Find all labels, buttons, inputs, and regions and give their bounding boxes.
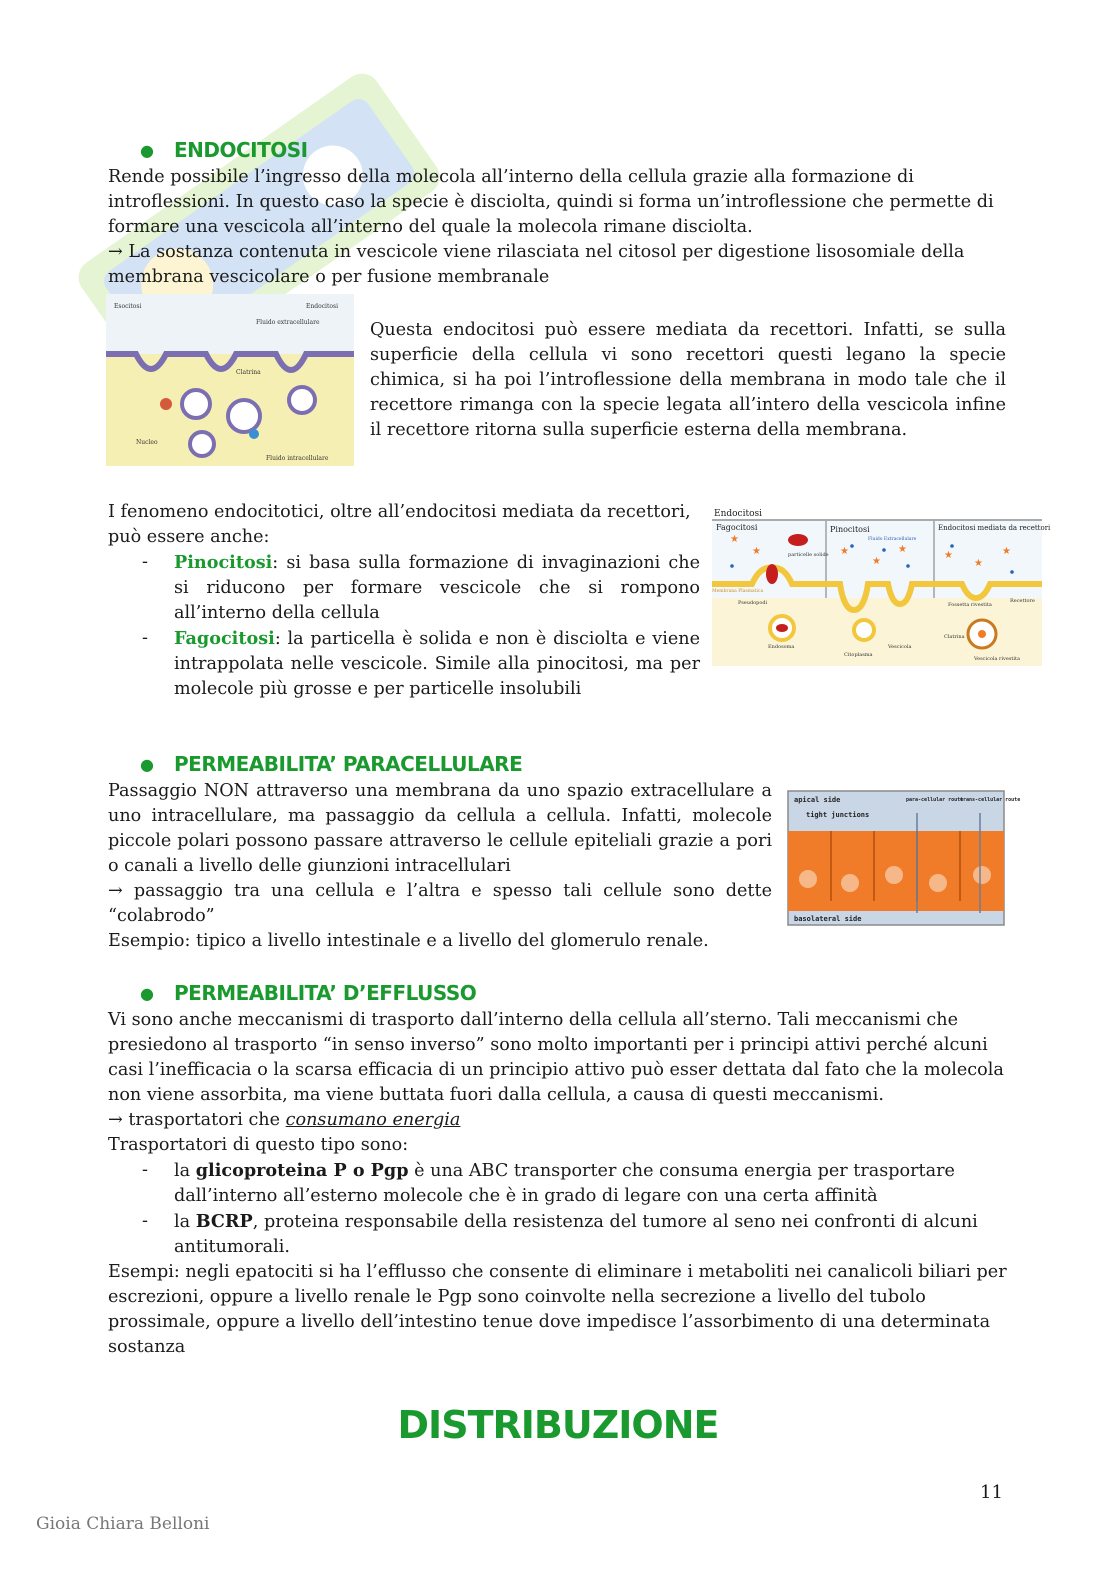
svg-text:★: ★ bbox=[752, 546, 761, 557]
section-title-distribuzione: DISTRIBUZIONE bbox=[397, 1403, 719, 1447]
endocitosi-para2: → La sostanza contenuta in vescicole viene rilasciata nel citosol per digestione lisosomiale della membrana vescicolare o per fusione membranale bbox=[108, 242, 965, 287]
endocitosi-types-list bbox=[108, 550, 700, 702]
heading-efflusso bbox=[108, 981, 1008, 1006]
fig1-label-endocitosi: Endocitosi bbox=[306, 303, 338, 310]
bullet-icon: ● bbox=[140, 755, 154, 774]
fig2-label-pseudo: Pseudopodi bbox=[738, 600, 768, 606]
page-number: 11 bbox=[980, 1482, 1003, 1503]
fig2-label-cytoplasm: Citoplasma bbox=[844, 652, 873, 658]
fig2-label-receptor: Recettore bbox=[1010, 598, 1035, 604]
fig3-label-trans: trans-cellular route bbox=[960, 797, 1021, 803]
fig3-label-tight: tight junctions bbox=[806, 811, 870, 819]
paracellulare-para1: Passaggio NON attraverso una membrana da uno spazio extracellulare a uno intracellulare, ma passaggio da cellula a cellula. Infatti, molecole piccole polari possono passare attraverso le cellule epiteliali grazie a pori o canali a livello delle giunzioni intracellulari bbox=[108, 781, 772, 876]
fig2-label-endosome: Endosoma bbox=[768, 644, 795, 650]
fig2-label-fluid: Fluido Extracellulare bbox=[868, 537, 917, 542]
fig3-label-apical: apical side bbox=[794, 796, 841, 804]
list-item-pgp bbox=[108, 1158, 1008, 1209]
bcrp-desc: , proteina responsabile della resistenza del tumore al seno nei confronti di alcuni antitumorali. bbox=[174, 1212, 978, 1257]
fig2-label-clathrin: Clatrina bbox=[944, 634, 965, 640]
desc-fagocitosi: : la particella è solida e non è disciolta e viene intrappolata nelle vescicole. Simile alla pinocitosi, ma per molecole più grosse e per particelle insolubili bbox=[174, 629, 700, 699]
fig1-label-nucleo: Nucleo bbox=[136, 439, 158, 446]
svg-text:★: ★ bbox=[730, 534, 739, 545]
fig2-col-pinocitosi: Pinocitosi bbox=[830, 525, 870, 534]
fig1-label-esocitosi: Esocitosi bbox=[114, 303, 142, 310]
endocitosi-para3: Questa endocitosi può essere mediata da recettori. Infatti, se sulla superficie della cellula vi sono recettori questi legano la specie chimica, si ha poi l’introflessione della membrana in modo tale che il recettore rimanga con la specie legata all’intero della vescicola infine il recettore ritorna sulla superficie esterna della membrana. bbox=[370, 320, 1006, 440]
pgp-term: glicoproteina P o Pgp bbox=[195, 1160, 409, 1181]
heading-text: ENDOCITOSI bbox=[174, 138, 308, 162]
fig2-label-pit: Fossetta rivestita bbox=[948, 602, 992, 608]
list-item-fagocitosi bbox=[108, 626, 700, 702]
paracellulare-para3: Esempio: tipico a livello intestinale e a livello del glomerulo renale. bbox=[108, 931, 709, 951]
fig3-label-para: para-cellular route bbox=[906, 797, 964, 803]
pgp-pre: la bbox=[174, 1161, 196, 1181]
fig2-label-coated: Vescicola rivestita bbox=[974, 656, 1020, 662]
efflusso-transporters-list bbox=[108, 1158, 1008, 1260]
fig2-label-vesicle: Vescicola bbox=[888, 644, 912, 650]
paracellulare-para2: → passaggio tra una cellula e l’altra e spesso tali cellule sono dette “colabrodo” bbox=[108, 881, 772, 926]
efflusso-para2-prefix: → trasportatori che bbox=[108, 1110, 286, 1130]
list-item-pinocitosi bbox=[108, 550, 700, 626]
svg-text:★: ★ bbox=[1002, 546, 1011, 557]
fig3-label-baso: basolateral side bbox=[794, 915, 862, 923]
fig2-col-mediata: Endocitosi mediata da recettori bbox=[938, 524, 1051, 532]
term-fagocitosi: Fagocitosi bbox=[174, 628, 275, 649]
svg-text:★: ★ bbox=[872, 556, 881, 567]
desc-pinocitosi: : si basa sulla formazione di invaginazioni che si riducono per formare vescicole che si rompono all’interno della cellula bbox=[174, 553, 700, 623]
fig2-label-membrane: Membrana Plasmatica bbox=[712, 589, 764, 594]
paracellular-diagram bbox=[788, 791, 1021, 925]
svg-text:★: ★ bbox=[944, 550, 953, 561]
endocytosis-diagram bbox=[106, 294, 354, 466]
bullet-icon: ● bbox=[140, 141, 154, 160]
endocitosi-figure-row bbox=[108, 292, 1008, 486]
endocitosi-para1: Rende possibile l’ingresso della molecola all’interno della cellula grazie alla formazione di introflessioni. In questo caso la specie è disciolta, quindi si forma un’introflessione che permette di formare una vescicola all’interno del quale la molecola rimane disciolta. bbox=[108, 167, 994, 237]
efflusso-para1: Vi sono anche meccanismi di trasporto dall’interno della cellula all’sterno. Tali meccanismi che presiedono al trasporto “in senso inverso” sono molto importanti per i principi attivi perché alcuni casi l’inefficacia o la scarsa efficacia di un principio attivo può esser dettata dal fato che la molecola non viene assorbita, ma viene buttata fuori dalla cellula, a causa di questi meccanismi. bbox=[108, 1010, 1004, 1105]
heading-endocitosi bbox=[108, 138, 1008, 163]
fig1-label-extracellular: Fluido extracellulare bbox=[256, 319, 320, 326]
main-content bbox=[108, 138, 1051, 1360]
svg-text:★: ★ bbox=[840, 546, 849, 557]
efflusso-para2 bbox=[108, 1108, 1008, 1133]
fig1-label-clatrina: Clatrina bbox=[236, 369, 261, 376]
efflusso-para3: Trasportatori di questo tipo sono: bbox=[108, 1135, 409, 1155]
efflusso-para4: Esempi: negli epatociti si ha l’efflusso che consente di eliminare i metaboliti nei canalicoli biliari per escrezioni, oppure a livello renale le Pgp sono coinvolte nella secrezione a livello del tubolo prossimale, oppure a livello dell’intestino tenue dove impedisce l’assorbimento di una determinata sostanza bbox=[108, 1262, 1007, 1357]
pgp-desc: è una ABC transporter che consuma energia per trasportare dall’interno all’esterno molecole che è in grado di legare con una certa affinità bbox=[174, 1161, 955, 1206]
list-item-bcrp bbox=[108, 1209, 1008, 1260]
endocitosi-para4: I fenomeno endocitotici, oltre all’endocitosi mediata da recettori, può essere anche: bbox=[108, 502, 691, 547]
heading-text: PERMEABILITA’ PARACELLULARE bbox=[174, 752, 523, 776]
fig1-label-intracellular: Fluido intracellulare bbox=[266, 455, 329, 462]
bcrp-term: BCRP bbox=[195, 1211, 253, 1232]
fig2-label-particle: particelle solide bbox=[788, 552, 829, 558]
paracellulare-row bbox=[108, 779, 1021, 955]
bcrp-pre: la bbox=[174, 1212, 196, 1232]
term-pinocitosi: Pinocitosi bbox=[174, 552, 273, 573]
efflusso-para2-emph: consumano energia bbox=[285, 1110, 461, 1130]
bullet-icon: ● bbox=[140, 984, 154, 1003]
endocitosi-types-row bbox=[108, 500, 1051, 736]
heading-paracellulare bbox=[108, 752, 1008, 777]
svg-text:★: ★ bbox=[898, 544, 907, 555]
endocytosis-types-diagram bbox=[712, 506, 1051, 666]
fig2-col-fagocitosi: Fagocitosi bbox=[716, 523, 758, 532]
footer-author: Gioia Chiara Belloni bbox=[36, 1514, 210, 1534]
fig2-title: Endocitosi bbox=[714, 509, 762, 519]
heading-text: PERMEABILITA’ D’EFFLUSSO bbox=[174, 981, 477, 1005]
svg-text:★: ★ bbox=[974, 558, 983, 569]
